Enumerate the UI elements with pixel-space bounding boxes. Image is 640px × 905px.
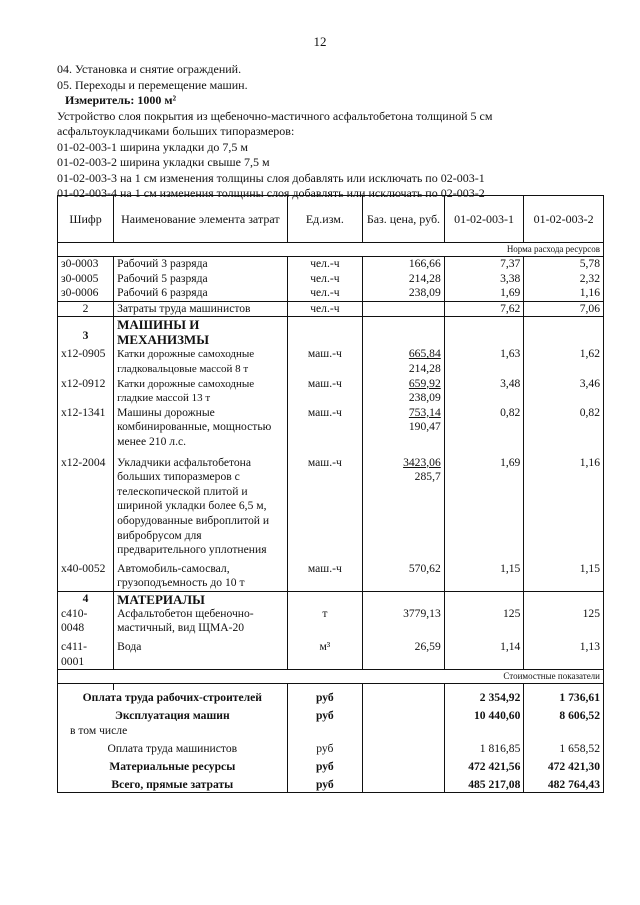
row-name: Затраты труда машинистов bbox=[114, 301, 287, 317]
row-value-1: 0,82 bbox=[444, 406, 524, 450]
section-title: МАТЕРИАЛЫ bbox=[114, 591, 287, 607]
total-unit: руб bbox=[287, 705, 363, 723]
band-row bbox=[58, 670, 604, 684]
row-value-1: 7,62 bbox=[444, 301, 524, 317]
header-code: Шифр bbox=[58, 196, 114, 243]
row-price: 26,59 bbox=[363, 636, 445, 670]
total-value-2: 472 421,30 bbox=[524, 756, 604, 774]
row-value-1: 3,38 bbox=[444, 272, 524, 287]
price-value: 665,84 bbox=[408, 347, 441, 361]
row-unit: чел.-ч bbox=[287, 257, 363, 272]
row-unit: чел.-ч bbox=[287, 286, 363, 301]
row-unit: т bbox=[287, 607, 363, 636]
row-value-2: 1,16 bbox=[524, 456, 604, 558]
section-row-materials bbox=[58, 591, 604, 607]
row-code: з0-0006 bbox=[58, 286, 114, 301]
row-code: х40-0052 bbox=[58, 558, 114, 592]
row-code: з0-0003 bbox=[58, 257, 114, 272]
row-value-2: 3,46 bbox=[524, 377, 604, 406]
row-name: Катки дорожные самоходные гладкие массой 13 т bbox=[114, 377, 287, 406]
row-unit: маш.-ч bbox=[287, 347, 363, 376]
row-value-1: 1,15 bbox=[444, 558, 524, 592]
row-price: 166,66 bbox=[363, 257, 445, 272]
header-unit: Ед.изм. bbox=[287, 196, 363, 243]
table-row bbox=[58, 286, 604, 301]
total-unit: руб bbox=[287, 756, 363, 774]
page-number: 12 bbox=[313, 34, 327, 49]
row-value-2: 1,16 bbox=[524, 286, 604, 301]
row-value-2: 1,13 bbox=[524, 636, 604, 670]
total-unit: руб bbox=[287, 774, 363, 793]
row-value-2: 1,62 bbox=[524, 347, 604, 376]
band-costs: Стоимостные показатели bbox=[58, 670, 604, 684]
item-line: 01-02-003-4 на 1 см изменения толщины слоя добавлять или исключать по 02-003-2 bbox=[57, 186, 485, 200]
section-code: 4 bbox=[58, 591, 114, 607]
total-value-1: 10 440,60 bbox=[444, 705, 524, 723]
table-row bbox=[58, 272, 604, 287]
total-name: Оплата труда рабочих-строителей bbox=[58, 690, 288, 705]
row-code: х12-1341 bbox=[58, 406, 114, 450]
header-col2: 01-02-003-2 bbox=[524, 196, 604, 243]
price-operator: 285,7 bbox=[414, 470, 441, 484]
total-value-1: 485 217,08 bbox=[444, 774, 524, 793]
intro-block bbox=[57, 62, 617, 202]
price-value: 753,14 bbox=[408, 405, 441, 419]
table-row bbox=[58, 257, 604, 272]
total-name: Эксплуатация машин bbox=[58, 705, 288, 723]
row-price bbox=[363, 301, 445, 317]
row-value-2: 125 bbox=[524, 607, 604, 636]
row-price: 570,62 bbox=[363, 558, 445, 592]
row-unit: маш.-ч bbox=[287, 406, 363, 450]
row-value-2: 1,15 bbox=[524, 558, 604, 592]
section-title: МАШИНЫ И МЕХАНИЗМЫ bbox=[114, 317, 287, 348]
total-unit: руб bbox=[287, 738, 363, 756]
row-value-1: 1,14 bbox=[444, 636, 524, 670]
intro-line: 05. Переходы и перемещение машин. bbox=[57, 77, 248, 92]
section-row-machines bbox=[58, 317, 604, 348]
table-row bbox=[58, 406, 604, 450]
row-value-2: 2,32 bbox=[524, 272, 604, 287]
band-resources: Норма расхода ресурсов bbox=[58, 243, 604, 257]
total-value-1: 1 816,85 bbox=[444, 738, 524, 756]
row-value-1: 3,48 bbox=[444, 377, 524, 406]
row-price bbox=[363, 377, 445, 406]
row-value-1: 1,63 bbox=[444, 347, 524, 376]
row-name: Рабочий 3 разряда bbox=[114, 257, 287, 272]
row-price: 214,28 bbox=[363, 272, 445, 287]
item-line: 01-02-003-3 на 1 см изменения толщины слоя добавлять или исключать по 02-003-1 bbox=[57, 170, 485, 185]
table-row bbox=[58, 456, 604, 558]
row-unit: чел.-ч bbox=[287, 301, 363, 317]
table-row bbox=[58, 607, 604, 636]
row-name: Автомобиль-самосвал, грузоподъемность до 10 т bbox=[114, 558, 287, 592]
intro-line: 04. Установка и снятие ограждений. bbox=[57, 62, 242, 76]
row-name: Рабочий 5 разряда bbox=[114, 272, 287, 287]
price-value: 659,92 bbox=[408, 376, 441, 390]
total-name: Оплата труда машинистов bbox=[58, 738, 288, 756]
row-name: Машины дорожные комбинированные, мощностью менее 210 л.с. bbox=[114, 406, 287, 450]
row-name: Асфальтобетон щебеночно-мастичный, вид ЩМА-20 bbox=[114, 607, 287, 636]
row-unit: маш.-ч bbox=[287, 558, 363, 592]
total-value-2: 1 658,52 bbox=[524, 738, 604, 756]
item-line: 01-02-003-1 ширина укладки до 7,5 м bbox=[57, 139, 249, 154]
row-unit: маш.-ч bbox=[287, 377, 363, 406]
row-value-2: 5,78 bbox=[524, 257, 604, 272]
band-row bbox=[58, 243, 604, 257]
total-unit: руб bbox=[287, 690, 363, 705]
price-operator: 214,28 bbox=[408, 361, 441, 375]
price-operator: 238,09 bbox=[408, 391, 441, 405]
measure-unit: Измеритель: 1000 м² bbox=[65, 93, 177, 107]
header-name: Наименование элемента затрат bbox=[114, 196, 287, 243]
total-value-2: 1 736,61 bbox=[524, 690, 604, 705]
row-code: с410-0048 bbox=[58, 607, 114, 636]
item-line: 01-02-003-2 ширина укладки свыше 7,5 м bbox=[57, 155, 270, 169]
total-name: в том числе bbox=[58, 723, 288, 738]
row-value-1: 1,69 bbox=[444, 456, 524, 558]
row-code: с411-0001 bbox=[58, 636, 114, 670]
header-col1: 01-02-003-1 bbox=[444, 196, 524, 243]
table-row bbox=[58, 377, 604, 406]
totals-row bbox=[58, 738, 604, 756]
row-code: з0-0005 bbox=[58, 272, 114, 287]
totals-row bbox=[58, 723, 604, 738]
row-price: 3779,13 bbox=[363, 607, 445, 636]
price-value: 3423,06 bbox=[403, 455, 441, 469]
row-code: х12-0905 bbox=[58, 347, 114, 376]
row-value-1: 7,37 bbox=[444, 257, 524, 272]
totals-row bbox=[58, 705, 604, 723]
section-code: 3 bbox=[58, 317, 114, 348]
total-value-1: 472 421,56 bbox=[444, 756, 524, 774]
row-price: 238,09 bbox=[363, 286, 445, 301]
row-unit: маш.-ч bbox=[287, 456, 363, 558]
row-value-1: 125 bbox=[444, 607, 524, 636]
totals-row bbox=[58, 756, 604, 774]
total-value-2: 482 764,43 bbox=[524, 774, 604, 793]
table-row bbox=[58, 558, 604, 592]
row-value-1: 1,69 bbox=[444, 286, 524, 301]
resource-table bbox=[57, 195, 604, 793]
row-price bbox=[363, 406, 445, 450]
total-name: Материальные ресурсы bbox=[58, 756, 288, 774]
row-name: Укладчики асфальтобетона больших типоразмеров с телескопической плитой и шириной укладки более 6,5 м, оборудованные виброплитой и вибробрусом для предварительного уплотнения bbox=[114, 456, 287, 558]
row-code: х12-2004 bbox=[58, 456, 114, 558]
row-name: Катки дорожные самоходные гладковальцовые массой 8 т bbox=[114, 347, 287, 376]
total-value-1: 2 354,92 bbox=[444, 690, 524, 705]
row-price bbox=[363, 456, 445, 558]
row-name: Вода bbox=[114, 636, 287, 670]
total-name: Всего, прямые затраты bbox=[58, 774, 288, 793]
price-operator: 190,47 bbox=[408, 420, 441, 434]
header-price: Баз. цена, руб. bbox=[363, 196, 445, 243]
row-value-2: 0,82 bbox=[524, 406, 604, 450]
row-code: 2 bbox=[58, 301, 114, 317]
table-row bbox=[58, 636, 604, 670]
table-header-row bbox=[58, 196, 604, 243]
table-row bbox=[58, 347, 604, 376]
row-unit: чел.-ч bbox=[287, 272, 363, 287]
work-description: Устройство слоя покрытия из щебеночно-мастичного асфальтобетона толщиной 5 см асфальтоукладчиками больших типоразмеров: bbox=[57, 108, 493, 138]
row-price bbox=[363, 347, 445, 376]
total-value-2: 8 606,52 bbox=[524, 705, 604, 723]
totals-row bbox=[58, 774, 604, 793]
totals-row bbox=[58, 690, 604, 705]
operators-row bbox=[58, 301, 604, 317]
row-value-2: 7,06 bbox=[524, 301, 604, 317]
row-code: х12-0912 bbox=[58, 377, 114, 406]
row-unit: м³ bbox=[287, 636, 363, 670]
row-name: Рабочий 6 разряда bbox=[114, 286, 287, 301]
